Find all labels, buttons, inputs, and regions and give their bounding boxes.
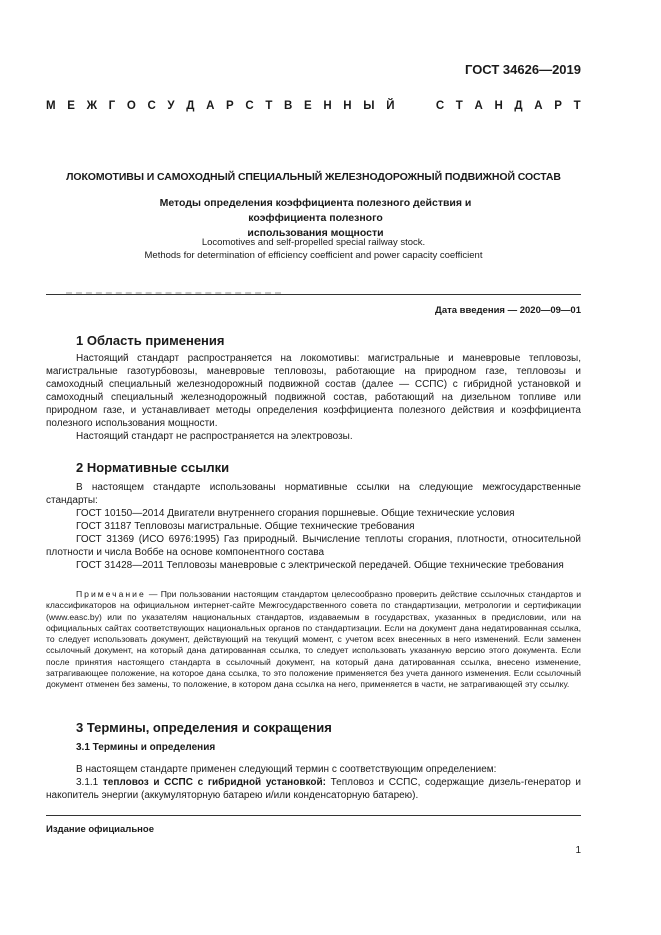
banner-letter: Е [67, 100, 75, 112]
section-1-paragraph-1: Настоящий стандарт распространяется на локомотивы: магистральные и маневровые тепловозы, магистральные газотурбовозы, маневровые тепловозы, работающие на природном газе, тепловозы и самоходный специальный железнодорожный подвижной состав (далее — ССПС) с гибридной установкой и самоходный специальный железнодорожный подвижной состав, работающий на дизельном топливе или природном газе, и устанавливает методы определения коэффициента полезного действия и коэффициента полезного использования мощности. [46, 353, 581, 429]
banner-letter: А [534, 100, 543, 112]
english-title-line-2: Methods for determination of efficiency coefficient and power capacity coefficient [144, 250, 483, 261]
banner-letter: В [284, 100, 293, 112]
banner-letter: Т [265, 100, 273, 112]
banner-letter: Н [343, 100, 352, 112]
banner-letter: Е [304, 100, 312, 112]
edition-label: Издание официальное [46, 824, 154, 835]
reference-item: ГОСТ 10150—2014 Двигатели внутреннего сгорания поршневые. Общие технические условия [76, 508, 515, 519]
banner-letter: Т [573, 100, 581, 112]
banner-letter: А [206, 100, 215, 112]
term-number: 3.1.1 [76, 777, 103, 788]
banner-letter [406, 100, 409, 112]
banner-letter: С [147, 100, 156, 112]
banner-letter: Р [226, 100, 234, 112]
banner-letter: Ы [363, 100, 375, 112]
footer-divider [46, 815, 581, 816]
banner-letter: Д [186, 100, 195, 112]
subtitle-line-2: использования мощности [247, 227, 384, 239]
english-title-line-1: Locomotives and self-propelled special railway stock. [201, 237, 426, 248]
subsection-3-1-heading: 3.1 Термины и определения [76, 742, 216, 753]
banner-letter: Д [514, 100, 523, 112]
term-definition-text: Тепловоз и ССПС, содержащие дизель-генератор и накопитель энергии (аккумуляторную батарею и/или конденсаторную батарею). [46, 777, 581, 801]
banner-letter: Н [494, 100, 503, 112]
term: тепловоз и ССПС с гибридной установкой: [102, 777, 326, 788]
reference-item: ГОСТ 31428—2011 Тепловозы маневровые с электрической передачей. Общие технические требования [76, 560, 564, 571]
section-2-heading: 2 Нормативные ссылки [76, 460, 230, 475]
reference-item: ГОСТ 31369 (ИСО 6976:1995) Газ природный. Вычисление теплоты сгорания, плотности, относительной плотности и числа Воббе на основе компонентного состава [46, 534, 581, 558]
banner-letter: Н [323, 100, 332, 112]
reference-item: ГОСТ 31187 Тепловозы магистральные. Общие технические требования [76, 521, 415, 532]
references-note [46, 589, 581, 691]
section-1-paragraph-2: Настоящий стандарт не распространяется на электровозы. [76, 431, 353, 442]
banner-letter: С [435, 100, 445, 112]
note-label: Примечание [76, 589, 146, 599]
banner-letter [421, 100, 424, 112]
banner-letter: Г [108, 100, 116, 112]
banner-letter: Ж [86, 100, 97, 112]
page-number: 1 [575, 845, 581, 856]
banner-letter: Й [386, 100, 395, 112]
banner-letter: Р [554, 100, 562, 112]
subtitle-line-1: Методы определения коэффициента полезного действия и коэффициента полезного [159, 197, 472, 224]
section-1-heading: 1 Область применения [76, 333, 225, 348]
note-text: — При пользовании настоящим стандартом целесообразно проверить действие ссылочных стандартов и классификаторов на официальном интернет-сайте Межгосударственного совета по стандартизации, метрологии и сертификации (www.easc.by) или по указателям национальных стандартов, издаваемым в государствах, указанных в предисловии, или на официальных сайтах соответствующих национальных органов по стандартизации. Если на документ дана недатированная ссылка, то следует использовать документ, действующий на текущий момент, с учетом всех внесенных в него изменений. Если заменен ссылочный документ, на который дана датированная ссылка, то следует использовать указанную версию этого документа. Если после принятия настоящего стандарта в ссылочный документ, на который дана датированная ссылка, внесено изменение, затрагивающее положение, на которое дана ссылка, то это положение применяется без учета данного изменения. Если ссылочный документ отменен без замены, то положение, в котором дана ссылка на него, применяется в части, не затрагивающей эту ссылку. [46, 589, 581, 690]
title-divider [46, 294, 581, 295]
document-title: ЛОКОМОТИВЫ И САМОХОДНЫЙ СПЕЦИАЛЬНЫЙ ЖЕЛЕЗНОДОРОЖНЫЙ ПОДВИЖНОЙ СОСТАВ [66, 171, 561, 183]
banner-letter: У [167, 100, 175, 112]
banner-letter: М [46, 100, 56, 112]
section-3-paragraph-1: В настоящем стандарте применен следующий термин с соответствующим определением: [76, 764, 497, 775]
document-number: ГОСТ 34626—2019 [465, 62, 581, 77]
banner-letter: С [245, 100, 254, 112]
english-title [46, 236, 581, 262]
document-subtitle [120, 196, 511, 241]
introduction-date: Дата введения — 2020—09—01 [435, 305, 581, 316]
banner-letter: Т [455, 100, 463, 112]
section-2-paragraph-1: В настоящем стандарте использованы нормативные ссылки на следующие межгосударственные стандарты: [46, 482, 581, 506]
interstate-standard-banner [46, 100, 581, 112]
banner-letter: О [126, 100, 136, 112]
section-3-heading: 3 Термины, определения и сокращения [76, 720, 332, 735]
term-definition [46, 776, 581, 802]
banner-letter: А [474, 100, 483, 112]
